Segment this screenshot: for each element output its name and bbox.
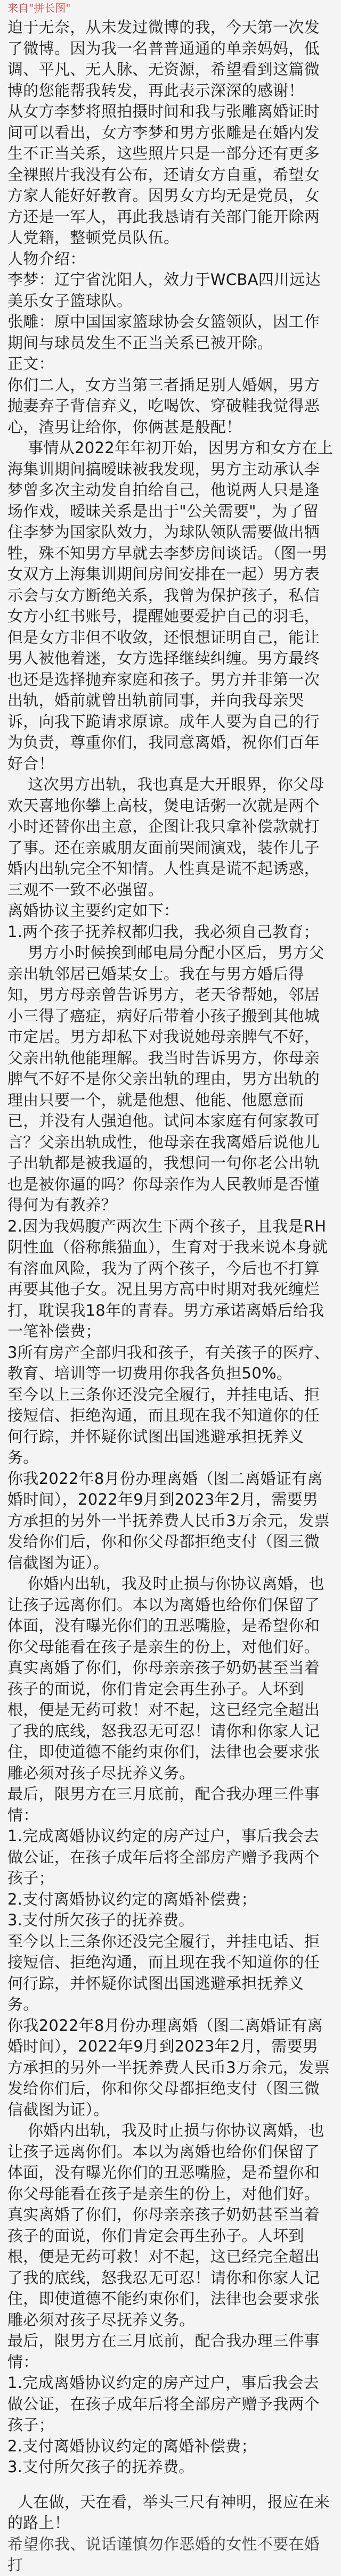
body-paragraph: 你们二人，女方当第三者插足别人婚姻，男方抛妻弃子背信弃义，吃喝饮、穿破鞋我觉得恶心，渣男让给你，你俩甚是般配！ <box>7 375 320 436</box>
body-paragraph: 至今以上三条你还没完全履行，并挂电话、拒接短信、拒绝沟通，而且现在我不知道你的任何行踪，并怀疑你试图出国逃避承担抚养义务。 <box>7 1932 320 2013</box>
person-li-meng: 李梦：辽宁省沈阳人，效力于WCBA四川远达美乐女子篮球队。 <box>7 270 321 310</box>
body-paragraph: 你我2022年8月份办理离婚（图二离婚证有离婚时间），2022年9月到2023年2月，需要男方承担的另外一半抚养费人民币3万余元，发票发给你们后，你和你父母都拒绝支付（图三微信截图为证）。 <box>7 1469 330 1572</box>
section-heading-body: 正文： <box>7 355 54 373</box>
agreement-item-2: 2.因为我妈腹产两次生下两个孩子，且我是RH阴性血（俗称熊猫血），生育对于我来说本身就有溶血风险，我为了两个孩子，今后也不打算再要其他子女。况且男方高中时期对我死缠烂打，耽误我18年的青春。男方承诺离婚后给我一笔补偿费； <box>7 1217 328 1340</box>
demand-item-3: 3.支付所欠孩子的抚养费。 <box>7 2458 194 2476</box>
demand-item-2: 2.支付离婚协议约定的离婚补偿费； <box>7 2436 257 2455</box>
demand-item-2: 2.支付离婚协议约定的离婚补偿费； <box>7 1890 257 1908</box>
demand-item-3: 3.支付所欠孩子的抚养费。 <box>7 1911 194 1929</box>
body-paragraph: 男方小时候挨到邮电局分配小区后，男方父亲出轨邻居已婚某女士。我在与男方婚后得知，男方母亲曾告诉男方，老天爷帮她，邻居小三得了癌症，病好后带着小孩子搬到其他城市定居。男方却私下对我说她母亲脾气不好，父亲出轨他能理解。我当时告诉男方，你母亲脾气不好不是你父亲出轨的理由，男方出轨的理由只要一个，就是他想、他能、他愿意而已，并没有人强迫他。试问本家庭有何家教可言？父亲出轨成性，他母亲在我离婚后说他儿子出轨都是被我逼的，我想问一句你老公出轨也是被你逼的吗？你母亲作为人民教师是否懂得何为有教养？ <box>7 944 324 1214</box>
body-paragraph: 你婚内出轨，我及时止损与你协议离婚，也让孩子远离你们。本以为离婚也给你们保留了体面，没有曝光你们的丑恶嘴脸，是希望你和你父母能看在孩子是亲生的份上，对他们好。真实离婚了你们，你母亲亲孩子奶奶甚至当着孩子的面说，你们肯定会再生孙子。人坏到根，便是无药可救！对不起，这已经完全超出了我的底线，怒我忍无可忍！请你和你家人记住，即使道德不能约束你们，法律也会要求张雕必须对孩子尽抚养义务。 <box>7 2121 324 2329</box>
photo-evidence-paragraph: 从女方李梦将照拍摄时间和我与张雕离婚证时间可以看出，女方李梦和男方张雕是在婚内发生不正当关系，这些照片只是一部分还有更多全裸照片我没有公布，还请女方自重，希望女方家人能好好教育。因男女方均无是党员，女方还是一军人，再此我恳请有关部门能开除两人党籍，整顿党员队伍。 <box>7 102 320 247</box>
body-paragraph: 至今以上三条你还没完全履行，并挂电话、拒接短信、拒绝沟通，而且现在我不知道你的任何行踪，并怀疑你试图出国逃避承担抚养义务。 <box>7 1385 320 1466</box>
demands-heading: 最后，限男方在三月底前，配合我办理三件事情： <box>7 1785 320 1824</box>
cut-off-line: 希望你我、说话谨慎勿作恶婚的女性不要在婚打 <box>7 2534 320 2574</box>
demand-item-1: 1.完成离婚协议约定的房产过户，事后我会去做公证，在孩子成年后将全部房产赠予我两个孩子； <box>7 2374 320 2434</box>
section-heading-people: 人物介绍： <box>7 249 86 268</box>
intro-paragraph: 迫于无奈，从未发过微博的我，今天第一次发了微博。因为我一名普普通通的单亲妈妈，低调、平凡、无人脉、无资源，希望看到这篇微博的您能帮我转发，再此表示深深的感谢！ <box>7 18 320 100</box>
agreement-item-1: 1.两个孩子抚养权都归我，我必须自己教育； <box>7 922 319 941</box>
agreement-heading: 离婚协议主要约定如下： <box>7 901 180 920</box>
demands-heading: 最后，限男方在三月底前，配合我办理三件事情： <box>7 2332 320 2371</box>
body-paragraph: 你我2022年8月份办理离婚（图二离婚证有离婚时间），2022年9月到2023年2月，需要男方承担的另外一半抚养费人民币3万余元，发票发给你们后，你和你父母都拒绝支付（图三微信截图为证）。 <box>7 2016 330 2119</box>
body-paragraph: 事情从2022年年初开始，因男方和女方在上海集训期间搞暧昧被我发现，男方主动承认李梦曾多次主动发自拍给自己，他说两人只是逢场作戏，暧昧关系是出于"公关需要"，为了留住李梦为国家队效力，为球队领队需要做出牺牲，殊不知男方早就去李梦房间谈话。（图一男女双方上海集训期间房间安排在一起）男方表示会与女方断绝关系，我曾为保护孩子，私信女方小红书账号，提醒她要爱护自己的羽毛，但是女方非但不收敛，还恨想证明自己，能让男人被他着迷，女方选择继续纠缠。男方最终也还是选择抛弃家庭和孩子。男方并非第一次出轨，婚前就曾出轨前同事，并向我母亲哭诉，向我下跪请求原谅。成年人要为自己的行为负责，尊重你们，我同意离婚，祝你们百年好合！ <box>7 439 334 773</box>
body-paragraph: 这次男方出轨，我也真是大开眼界，你父母欢天喜地你攀上高枝，煲电话粥一次就是两个小时还替你出主意，企图让我只拿补偿款就打了事。还在亲戚朋友面前哭闹演戏，装作儿子婚内出轨完全不知情。人性真是谎不起诱惑，三观不一致不必强留。 <box>7 775 324 899</box>
source-watermark: 来自"拼长图" <box>7 2 71 14</box>
closing-line: 人在做，天在看，举头三尺有神明，报应在来的路上！ <box>7 2492 330 2532</box>
person-zhang-diao: 张雕：原中国国家篮球协会女篮领队，因工作期间与球员发生不正当关系已被开除。 <box>7 313 320 352</box>
body-paragraph: 你婚内出轨，我及时止损与你协议离婚，也让孩子远离你们。本以为离婚也给你们保留了体面，没有曝光你们的丑恶嘴脸，是希望你和你父母能看在孩子是亲生的份上，对他们好。真实离婚了你们，你母亲亲孩子奶奶甚至当着孩子的面说，你们肯定会再生孙子。人坏到根，便是无药可救！对不起，这已经完全超出了我的底线，怒我忍无可忍！请你和你家人记住，即使道德不能约束你们，法律也会要求张雕必须对孩子尽抚养义务。 <box>7 1574 324 1782</box>
demand-item-1: 1.完成离婚协议约定的房产过户，事后我会去做公证，在孩子成年后将全部房产赠予我两个孩子； <box>7 1827 320 1887</box>
agreement-item-3: 3所有房产全部归我和孩子，有关孩子的医疗、教育、培训等一切费用你我各负担50%。 <box>7 1343 330 1382</box>
